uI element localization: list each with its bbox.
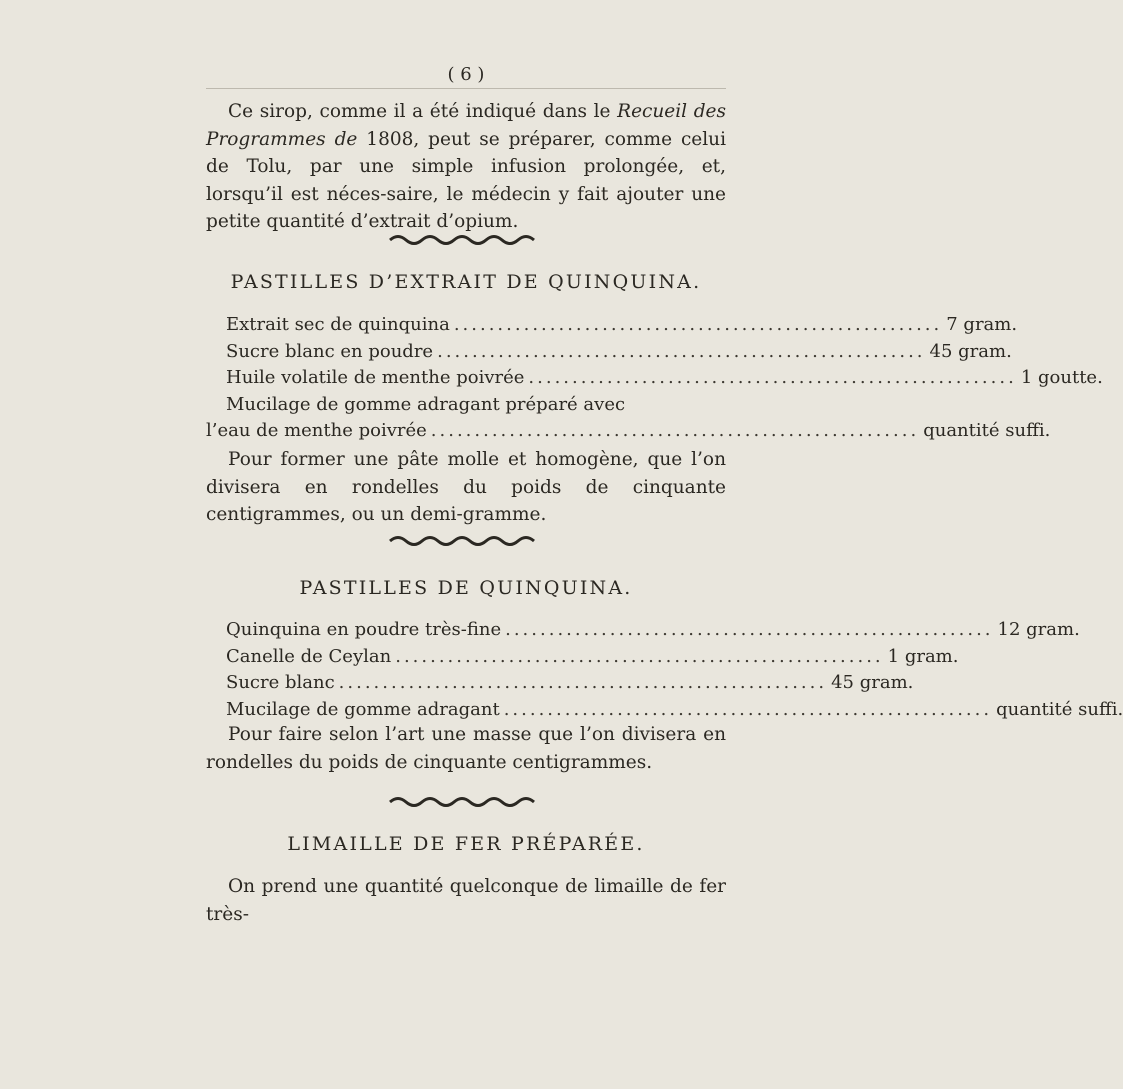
page-number: ( 6 ) xyxy=(436,64,496,85)
ingredient-qty: quantité suffi. xyxy=(996,698,1123,720)
leader-dots: ........................................................ xyxy=(338,672,828,693)
ingredient-qty: 45 gram. xyxy=(831,672,914,693)
ingredient-name: Canelle de Ceylan xyxy=(226,645,392,667)
leader-dots: ........................................................ xyxy=(453,314,943,335)
recipe-row xyxy=(226,340,1012,368)
recipe-row xyxy=(226,645,959,673)
mucilage-line-2: l’eau de menthe poivrée xyxy=(206,420,427,441)
section1-title: PASTILLES D’EXTRAIT DE QUINQUINA. xyxy=(230,271,702,293)
section3-text: On prend une quantité quelconque de limaille de fer très- xyxy=(206,876,726,925)
section2-method: Pour faire selon l’art une masse que l’on divisera en rondelles du poids de cinquante centigrammes. xyxy=(206,724,726,773)
section3-title: LIMAILLE DE FER PRÉPARÉE. xyxy=(287,833,645,855)
section1-recipe xyxy=(206,314,1103,447)
intro-italic-title: Recueil des Programmes de xyxy=(206,101,726,150)
ornament-divider-3 xyxy=(388,795,538,809)
ingredient-name: Sucre blanc en poudre xyxy=(226,340,434,362)
ingredient-name: Quinquina en poudre très-fine xyxy=(226,619,502,640)
recipe-row xyxy=(226,367,1103,394)
mucilage-line-1: Mucilage de gomme adragant préparé avec xyxy=(226,393,626,415)
ornament-divider-2 xyxy=(388,534,538,548)
ornament-divider-1 xyxy=(388,233,538,247)
leader-dots: ........................................................ xyxy=(505,619,994,640)
ingredient-name: Extrait sec de quinquina xyxy=(226,314,450,335)
ingredient-name: Huile volatile de menthe poivrée xyxy=(226,367,525,388)
section2-title: PASTILLES DE QUINQUINA. xyxy=(299,577,633,599)
ingredient-qty: 45 gram. xyxy=(929,340,1012,362)
intro-paragraph xyxy=(206,98,726,236)
ingredient-name: Mucilage de gomme adragant xyxy=(226,698,500,720)
ingredient-qty: 1 goutte. xyxy=(1020,367,1103,388)
recipe-row xyxy=(226,394,708,421)
section2-recipe xyxy=(226,619,1123,725)
recipe-row xyxy=(206,420,1051,447)
leader-dots: ........................................................ xyxy=(395,645,884,667)
ingredient-name: Sucre blanc xyxy=(226,672,335,693)
recipe-row xyxy=(226,619,1080,646)
leader-dots: ........................................................ xyxy=(528,367,1017,388)
ingredient-qty: 7 gram. xyxy=(946,314,1018,335)
recipe-row xyxy=(226,314,1018,341)
intro-text-start: Ce sirop, comme il a été indiqué dans le xyxy=(228,101,618,122)
leader-dots: ........................................................ xyxy=(430,420,920,441)
recipe-row xyxy=(226,672,914,699)
ingredient-qty: 12 gram. xyxy=(997,619,1080,640)
page-header xyxy=(206,64,726,89)
leader-dots: ........................................................ xyxy=(503,698,993,720)
leader-dots: ........................................................ xyxy=(437,340,926,362)
mucilage-qty: quantité suffi. xyxy=(923,420,1051,441)
ingredient-qty: 1 gram. xyxy=(887,645,959,667)
section1-method: Pour former une pâte molle et homogène, que l’on divisera en rondelles du poids de cinquante centigrammes, ou un demi-gramme. xyxy=(206,449,726,525)
intro-text-end: 1808, peut se préparer, comme celui de Tolu, par une simple infusion prolongée, et, lorsqu’il est néces-saire, le médecin y fait ajouter une petite quantité d’extrait d’opium. xyxy=(206,128,726,232)
